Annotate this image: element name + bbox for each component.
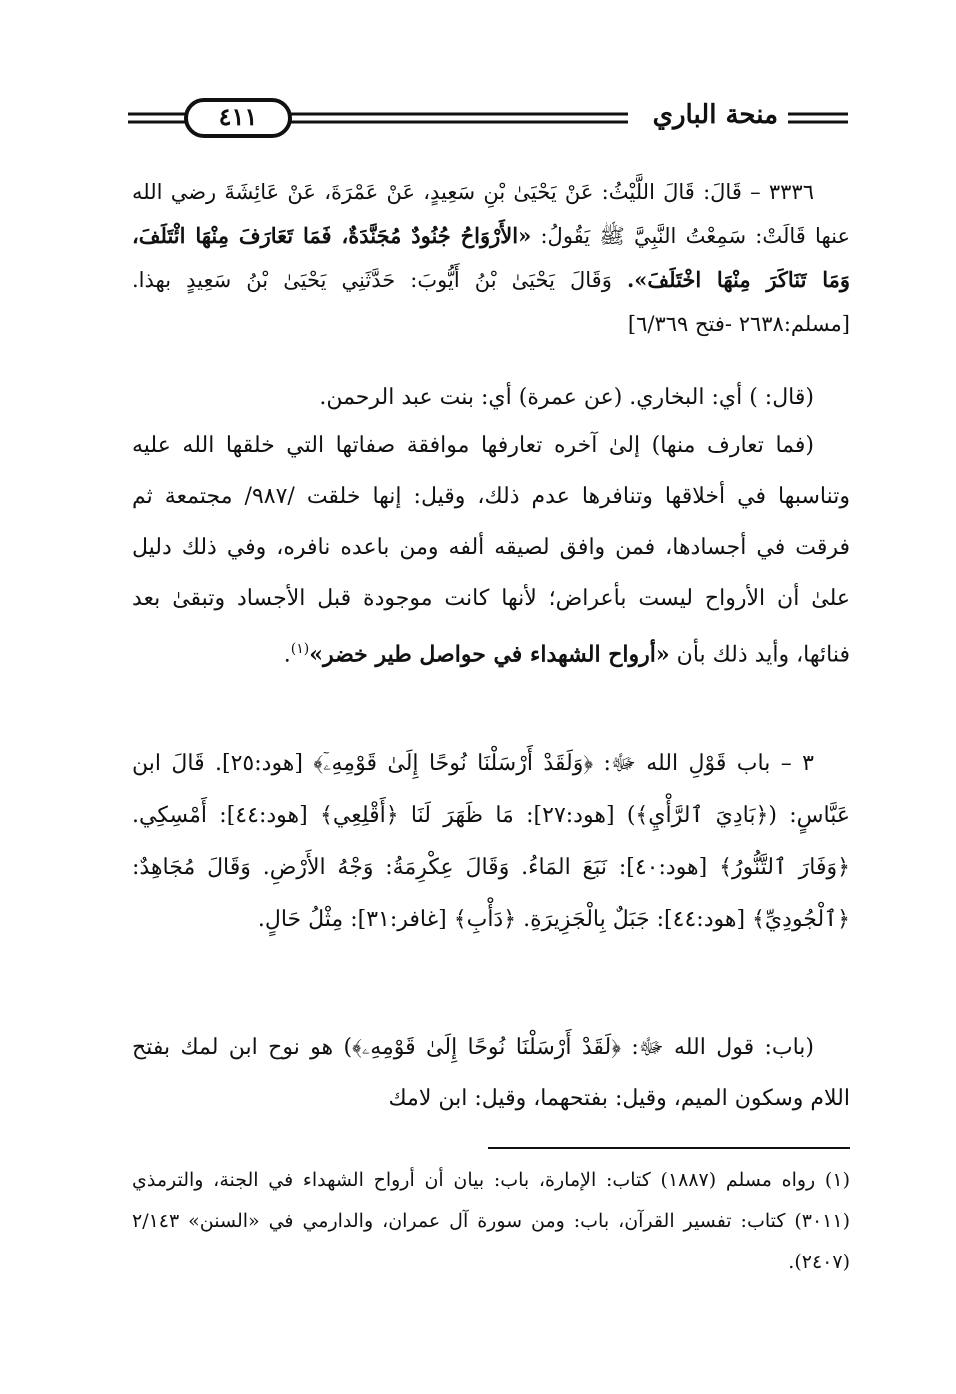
hadith-matn: «الأَرْوَاحُ جُنُودٌ مُجَنَّدَةٌ، فَمَا تَعَارَفَ مِنْهَا ائْتَلَفَ، وَمَا تَنَاكَرَ مِنْهَا اخْتَلَفَ». [132, 223, 850, 292]
hadith-isnad: ٣٣٣٦ – قَالَ: قَالَ اللَّيْثُ: عَنْ يَحْيَىٰ بْنِ سَعِيدٍ، عَنْ عَمْرَةَ، عَنْ عَائِشَةَ رضي الله عنها قَالَتْ: سَمِعْتُ النَّبِيَّ ﷺ يَقُولُ: [132, 180, 850, 248]
chapter-heading [132, 738, 850, 946]
page-header [128, 96, 848, 144]
footnote-text: (١) رواه مسلم (١٨٨٧) كتاب: الإمارة، باب: بيان أن أرواح الشهداء في الجنة، والترمذي (٣٠١١) كتاب: تفسير القرآن، باب: ومن سورة آل عمران، والدارمي في «السنن» ٢/١٤٣ (٢٤٠٧). [132, 1169, 850, 1273]
commentary-bold-quote: «أرواح الشهداء في حواصل طير خضر» [309, 641, 670, 668]
footnote-marker: (١) [290, 641, 310, 657]
commentary-paragraph-text: (فما تعارف منها) إلىٰ آخره تعارفها موافقة صفاتها التي خلقها الله عليه وتناسبها في أخلاقها وتنافرها عدم ذلك، وقيل: إنها خلقت /٩٨٧/ مجتمعة ثم فرقت في أجسادها، فمن وافق لصيقه ألفه ومن باعده نافره، وفي ذلك دليل علىٰ أن الأرواح ليست بأعراض؛ لأنها كانت موجودة قبل الأجساد وتبقىٰ بعد فنائها، وأيد ذلك بأن [132, 433, 850, 668]
hadith-rest: وَقَالَ يَحْيَىٰ بْنُ أَيُّوبَ: حَدَّثَنِي يَحْيَىٰ بْنُ سَعِيدٍ بهذا. [مسلم:٢٦٣٨ -فتح ٦/٣٦٩] [132, 268, 850, 336]
chapter-commentary-text: (باب: قول الله ﷻ: ﴿لَقَدْ أَرْسَلْنَا نُوحًا إِلَىٰ قَوْمِهِۦ﴾) هو نوح ابن لمك بفتح اللام وسكون الميم، وقيل: بفتحهما، وقيل: ابن لامك [132, 1035, 850, 1111]
hadith-text [132, 170, 850, 346]
commentary-paragraph [132, 420, 850, 680]
commentary-line-text: (قال: ) أي: البخاري. (عن عمرة) أي: بنت عبد الرحمن. [319, 385, 814, 410]
footnote-divider [488, 1147, 850, 1149]
footnote [132, 1160, 850, 1283]
commentary-end: . [283, 642, 291, 668]
page-number: ٤١١ [218, 102, 258, 131]
book-title: منحة الباري [652, 100, 778, 130]
chapter-commentary [132, 1022, 850, 1124]
chapter-text: ٣ – باب قَوْلِ الله ﷻ: ﴿وَلَقَدْ أَرْسَلْنَا نُوحًا إِلَىٰ قَوْمِهِۦٓ﴾ [هود:٢٥]. قَالَ ابن عَبَّاسٍ: (﴿بَادِيَ ٱلرَّأْيِ﴾) [هود:٢٧]: مَا ظَهَرَ لَنَا ﴿أَقْلِعِي﴾ [هود:٤٤]: أَمْسِكِي. ﴿وَفَارَ ٱلتَّنُّورُ﴾ [هود:٤٠]: نَبَعَ المَاءُ. وَقَالَ عِكْرِمَةُ: وَجْهُ الأَرْضِ. وَقَالَ مُجَاهِدٌ: ﴿ٱلْجُودِيِّ﴾ [هود:٤٤]: جَبَلٌ بِالْجَزِيرَةِ. ﴿دَأْبِ﴾ [غافر:٣١]: مِثْلُ حَالٍ. [132, 751, 850, 932]
commentary-line [132, 372, 850, 423]
